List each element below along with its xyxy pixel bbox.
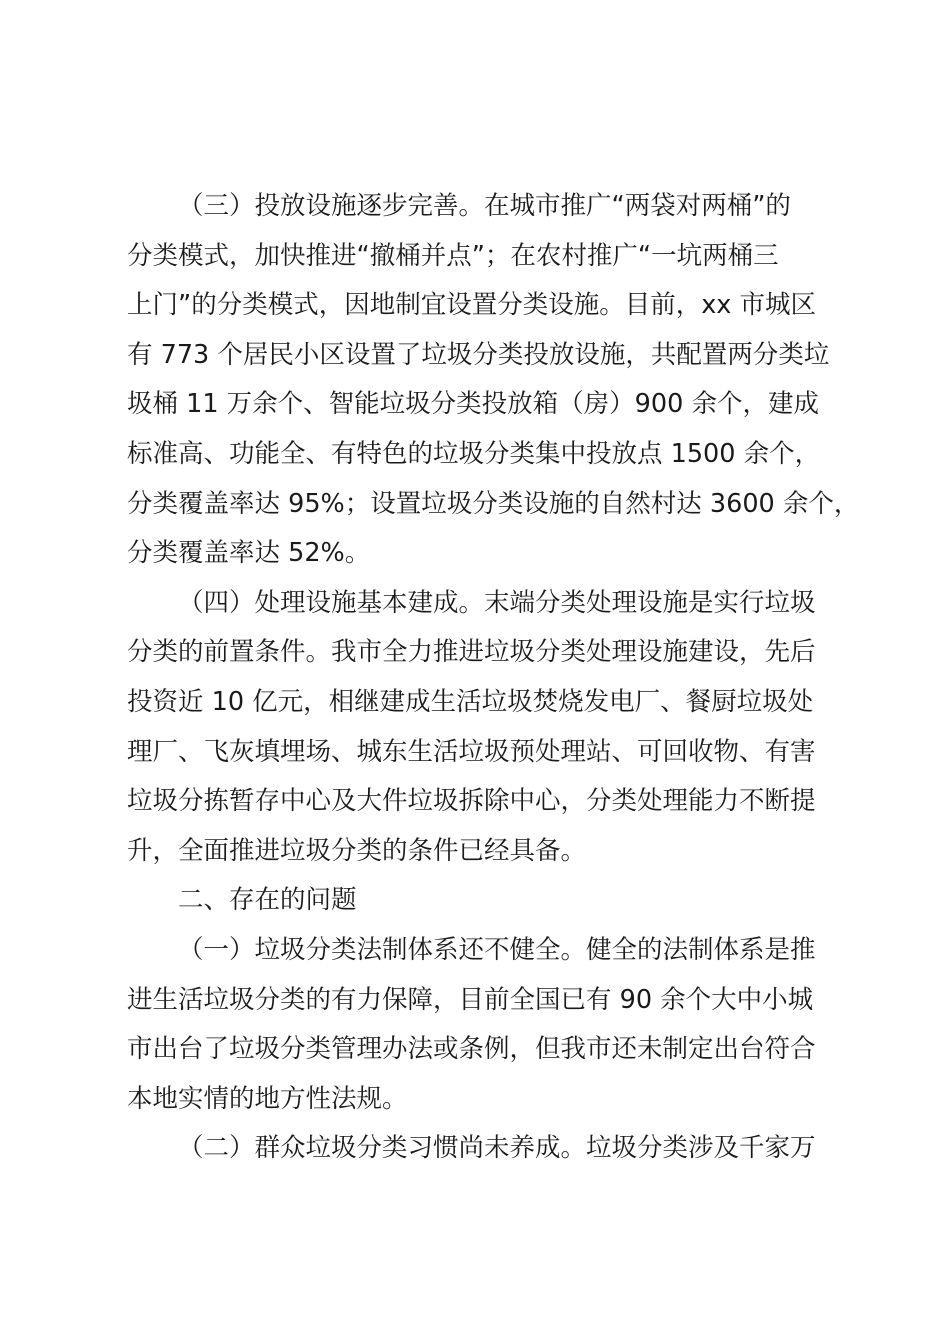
text-line: 进生活垃圾分类的有力保障，目前全国已有 90 余个大中小城: [127, 984, 814, 1015]
text-line: 分类覆盖率达 95%；设置垃圾分类设施的自然村达 3600 余个，: [127, 488, 860, 519]
text-line: （四）处理设施基本建成。末端分类处理设施是实行垃圾: [178, 587, 816, 618]
text-line: 本地实情的地方性法规。: [127, 1083, 408, 1114]
paragraph-treatment-facilities: [127, 579, 837, 877]
paragraph-legal-system: [127, 926, 837, 1124]
text-line: 标准高、功能全、有特色的垃圾分类集中投放点 1500 余个，: [127, 438, 821, 469]
text-line: 垃圾分拣暂存中心及大件垃圾拆除中心，分类处理能力不断提: [127, 786, 816, 817]
text-line: 圾桶 11 万余个、智能垃圾分类投放箱（房）900 余个，建成: [127, 389, 819, 420]
section-heading: 二、存在的问题: [178, 885, 357, 916]
text-line: 有 773 个居民小区设置了垃圾分类投放设施，共配置两分类垃: [127, 339, 830, 370]
text-line: 投资近 10 亿元，相继建成生活垃圾焚烧发电厂、餐厨垃圾处: [127, 686, 814, 717]
paragraph-public-habits: [127, 1124, 837, 1174]
text-line: 市出台了垃圾分类管理办法或条例，但我市还未制定出台符合: [127, 1034, 816, 1065]
text-line: 上门”的分类模式，因地制宜设置分类设施。目前，xx 市城区: [127, 290, 816, 321]
text-line: 升，全面推进垃圾分类的条件已经具备。: [127, 835, 587, 866]
text-line: （三）投放设施逐步完善。在城市推广“两袋对两桶”的: [178, 191, 791, 221]
text-line: 理厂、飞灰填埋场、城东生活垃圾预处理站、可回收物、有害: [127, 736, 816, 767]
text-line: 分类模式，加快推进“撤桶并点”；在农村推广“一坑两桶三: [127, 240, 779, 271]
paragraph-facilities-placement: [127, 182, 860, 579]
document-body: [127, 182, 860, 1174]
text-line: （二）群众垃圾分类习惯尚未养成。垃圾分类涉及千家万: [178, 1133, 816, 1164]
text-line: （一）垃圾分类法制体系还不健全。健全的法制体系是推: [178, 934, 816, 965]
text-line: 分类覆盖率达 52%。: [127, 538, 371, 569]
text-line: 分类的前置条件。我市全力推进垃圾分类处理设施建设，先后: [127, 637, 816, 668]
